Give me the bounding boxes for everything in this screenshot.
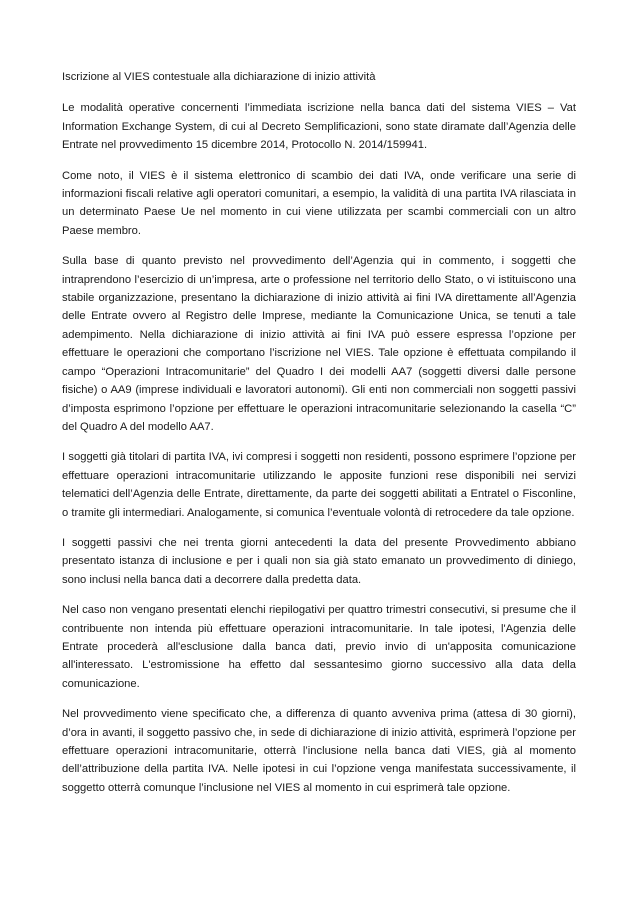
paragraph-vies-definizione: Come noto, il VIES è il sistema elettronico di scambio dei dati IVA, onde verificare una serie di informazioni fiscali relative agli operatori comunitari, a esempio, la validità di una partita IVA rilasciata in un determinato Paese Ue nel momento in cui viene utilizzata per scambi commerciali con un altro Paese membro. — [62, 169, 576, 237]
document-title: Iscrizione al VIES contestuale alla dichiarazione di inizio attività — [62, 71, 376, 83]
paragraph-vies-modalita: Le modalità operative concernenti l’immediata iscrizione nella banca dati del sistema VIES – Vat Information Exchange System, di cui al Decreto Semplificazioni, sono state diramate dall’Agenzia delle Entrate nel provvedimento 15 dicembre 2014, Protocollo N. 2014/159941. — [62, 102, 576, 152]
document-page — [62, 68, 576, 809]
paragraph-provvedimento: Nel provvedimento viene specificato che, a differenza di quanto avveniva prima (attesa di 30 giorni), d’ora in avanti, il soggetto passivo che, in sede di dichiarazione di inizio attività, esprimerà l’opzione per effettuare operazioni intracomunitarie, otterrà l’inclusione nella banca dati VIES, già al momento dell’attribuzione della partita IVA. Nelle ipotesi in cui l’opzione venga manifestata successivamente, il soggetto otterrà comunque l’inclusione nel VIES al momento in cui esprimerà tale opzione. — [62, 708, 576, 794]
paragraph-soggetti-passivi: I soggetti passivi che nei trenta giorni antecedenti la data del presente Provvedimento abbiano presentato istanza di inclusione e per i quali non sia già stato emanato un provvedimento di diniego, sono inclusi nella banca dati a decorrere dalla predetta data. — [62, 536, 576, 586]
paragraph-soggetti-titolari: I soggetti già titolari di partita IVA, ivi compresi i soggetti non residenti, possono esprimere l’opzione per effettuare operazioni intracomunitarie utilizzando le apposite funzioni rese disponibili nei servizi telematici dell’Agenzia delle Entrate, direttamente, da parte dei soggetti abilitati a Entratel o Fisconline, o tramite gli intermediari. Analogamente, si comunica l’eventuale volontà di retrocedere da tale opzione. — [62, 451, 576, 519]
paragraph-esclusione: Nel caso non vengano presentati elenchi riepilogativi per quattro trimestri consecutivi, si presume che il contribuente non intenda più effettuare operazioni intracomunitarie. In tale ipotesi, l'Agenzia delle Entrate procederà all'esclusione dalla banca dati, previo invio di un'apposita comunicazione all'interessato. L'estromissione ha effetto dal sessantesimo giorno successivo alla data della comunicazione. — [62, 604, 576, 690]
paragraph-dichiarazione-inizio-attivita: Sulla base di quanto previsto nel provvedimento dell’Agenzia qui in commento, i soggetti che intraprendono l’esercizio di un’impresa, arte o professione nel territorio dello Stato, o vi istituiscono una stabile organizzazione, presentano la dichiarazione di inizio attività ai fini IVA direttamente all’Agenzia delle Entrate ovvero al Registro delle Imprese, mediante la Comunicazione Unica, se tenuti a tale adempimento. Nella dichiarazione di inizio attività ai fini IVA può essere espressa l’opzione per effettuare le operazioni che comportano l’iscrizione nel VIES. Tale opzione è effettuata compilando il campo “Operazioni Intracomunitarie” del Quadro I dei modelli AA7 (soggetti diversi dalle persone fisiche) o AA9 (imprese individuali e lavoratori autonomi). Gli enti non commerciali non soggetti passivi d’imposta esprimono l’opzione per effettuare le operazioni intracomunitarie selezionando la casella “C” del Quadro A del modello AA7. — [62, 255, 576, 433]
